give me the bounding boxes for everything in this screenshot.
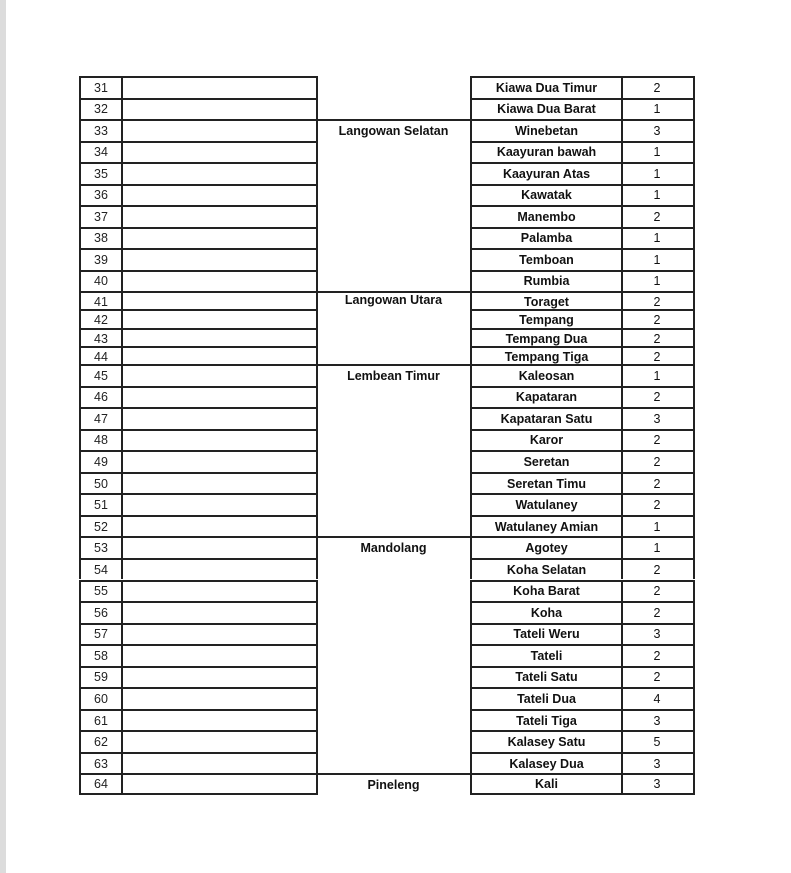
kecamatan-cell — [316, 644, 471, 666]
row-number-cell: 45 — [79, 364, 123, 386]
count-cell: 2 — [621, 386, 695, 408]
row-number-cell: 58 — [79, 644, 123, 666]
table-row — [79, 227, 696, 249]
count-cell: 2 — [621, 558, 695, 580]
desa-cell: Seretan Timu — [470, 472, 623, 494]
count-cell: 2 — [621, 346, 695, 364]
kecamatan-cell — [316, 429, 471, 451]
kecamatan-cell — [316, 493, 471, 515]
empty-cell — [121, 687, 318, 709]
desa-cell: Kaayuran Atas — [470, 162, 623, 184]
row-number-cell: 48 — [79, 429, 123, 451]
desa-cell: Tateli Weru — [470, 623, 623, 645]
count-cell: 3 — [621, 623, 695, 645]
count-cell: 1 — [621, 248, 695, 270]
desa-cell: Kaleosan — [470, 364, 623, 386]
count-cell: 2 — [621, 205, 695, 227]
empty-cell — [121, 752, 318, 774]
row-number-cell: 44 — [79, 346, 123, 364]
count-cell: 1 — [621, 162, 695, 184]
empty-cell — [121, 580, 318, 602]
count-cell: 2 — [621, 76, 695, 98]
kecamatan-cell — [316, 752, 471, 774]
count-cell: 1 — [621, 515, 695, 537]
desa-cell: Kali — [470, 773, 623, 795]
table-row — [79, 184, 696, 206]
kecamatan-cell — [316, 162, 471, 184]
desa-cell: Karor — [470, 429, 623, 451]
table-row — [79, 98, 696, 120]
empty-cell — [121, 184, 318, 206]
desa-cell: Tempang Tiga — [470, 346, 623, 364]
row-number-cell: 31 — [79, 76, 123, 98]
row-number-cell: 42 — [79, 309, 123, 327]
table-row — [79, 386, 696, 408]
kecamatan-cell — [316, 227, 471, 249]
desa-cell: Koha Barat — [470, 580, 623, 602]
count-cell: 1 — [621, 270, 695, 292]
row-number-cell: 57 — [79, 623, 123, 645]
table-row — [79, 76, 696, 98]
kecamatan-cell — [316, 141, 471, 163]
count-cell: 1 — [621, 141, 695, 163]
desa-cell: Tempang Dua — [470, 328, 623, 346]
kecamatan-cell — [316, 270, 471, 292]
table-row — [79, 248, 696, 270]
table-row — [79, 493, 696, 515]
count-cell: 1 — [621, 364, 695, 386]
count-cell: 1 — [621, 98, 695, 120]
empty-cell — [121, 558, 318, 580]
kecamatan-cell — [316, 205, 471, 227]
kecamatan-cell — [316, 450, 471, 472]
empty-cell — [121, 328, 318, 346]
empty-cell — [121, 666, 318, 688]
row-number-cell: 41 — [79, 291, 123, 309]
row-number-cell: 54 — [79, 558, 123, 580]
row-number-cell: 39 — [79, 248, 123, 270]
count-cell: 2 — [621, 472, 695, 494]
count-cell: 2 — [621, 666, 695, 688]
empty-cell — [121, 515, 318, 537]
desa-cell: Toraget — [470, 291, 623, 309]
count-cell: 2 — [621, 601, 695, 623]
kecamatan-cell — [316, 558, 471, 580]
table-row — [79, 364, 696, 386]
table-row — [79, 515, 696, 537]
row-number-cell: 46 — [79, 386, 123, 408]
table-row — [79, 472, 696, 494]
desa-cell: Kiawa Dua Timur — [470, 76, 623, 98]
empty-cell — [121, 309, 318, 327]
desa-cell: Winebetan — [470, 119, 623, 141]
count-cell: 3 — [621, 709, 695, 731]
kecamatan-cell — [316, 76, 471, 98]
desa-cell: Kapataran Satu — [470, 407, 623, 429]
kecamatan-cell: Langowan Selatan — [316, 119, 471, 141]
row-number-cell: 59 — [79, 666, 123, 688]
table-row — [79, 580, 696, 602]
empty-cell — [121, 536, 318, 558]
empty-cell — [121, 472, 318, 494]
empty-cell — [121, 407, 318, 429]
desa-cell: Kapataran — [470, 386, 623, 408]
kecamatan-cell — [316, 687, 471, 709]
count-cell: 2 — [621, 429, 695, 451]
empty-cell — [121, 386, 318, 408]
empty-cell — [121, 98, 318, 120]
desa-cell: Kiawa Dua Barat — [470, 98, 623, 120]
empty-cell — [121, 119, 318, 141]
desa-cell: Tateli Dua — [470, 687, 623, 709]
kecamatan-cell — [316, 184, 471, 206]
kecamatan-cell — [316, 386, 471, 408]
empty-cell — [121, 227, 318, 249]
table-row — [79, 328, 696, 346]
count-cell: 2 — [621, 580, 695, 602]
empty-cell — [121, 730, 318, 752]
empty-cell — [121, 429, 318, 451]
empty-cell — [121, 248, 318, 270]
row-number-cell: 40 — [79, 270, 123, 292]
table-row — [79, 291, 696, 309]
table-row — [79, 270, 696, 292]
table-row — [79, 773, 696, 795]
row-number-cell: 55 — [79, 580, 123, 602]
count-cell: 4 — [621, 687, 695, 709]
kecamatan-cell — [316, 346, 471, 364]
table-row — [79, 666, 696, 688]
row-number-cell: 36 — [79, 184, 123, 206]
desa-cell: Tateli Satu — [470, 666, 623, 688]
empty-cell — [121, 364, 318, 386]
desa-cell: Kawatak — [470, 184, 623, 206]
table-row — [79, 407, 696, 429]
row-number-cell: 37 — [79, 205, 123, 227]
empty-cell — [121, 601, 318, 623]
kecamatan-cell — [316, 709, 471, 731]
table-row — [79, 730, 696, 752]
kecamatan-cell: Lembean Timur — [316, 364, 471, 386]
row-number-cell: 50 — [79, 472, 123, 494]
count-cell: 1 — [621, 227, 695, 249]
empty-cell — [121, 291, 318, 309]
row-number-cell: 52 — [79, 515, 123, 537]
desa-cell: Agotey — [470, 536, 623, 558]
table-row — [79, 119, 696, 141]
kecamatan-cell — [316, 730, 471, 752]
table-row — [79, 601, 696, 623]
row-number-cell: 61 — [79, 709, 123, 731]
desa-cell: Watulaney Amian — [470, 515, 623, 537]
table-row — [79, 141, 696, 163]
kecamatan-cell — [316, 623, 471, 645]
empty-cell — [121, 205, 318, 227]
count-cell: 2 — [621, 309, 695, 327]
table-row — [79, 752, 696, 774]
count-cell: 3 — [621, 407, 695, 429]
table-row — [79, 687, 696, 709]
desa-cell: Temboan — [470, 248, 623, 270]
kecamatan-cell: Mandolang — [316, 536, 471, 558]
kecamatan-cell — [316, 472, 471, 494]
count-cell: 5 — [621, 730, 695, 752]
kecamatan-cell — [316, 407, 471, 429]
empty-cell — [121, 709, 318, 731]
row-number-cell: 53 — [79, 536, 123, 558]
count-cell: 1 — [621, 536, 695, 558]
kecamatan-cell — [316, 601, 471, 623]
table-row — [79, 429, 696, 451]
empty-cell — [121, 141, 318, 163]
table-row — [79, 309, 696, 327]
table-row — [79, 205, 696, 227]
kecamatan-cell — [316, 515, 471, 537]
row-number-cell: 38 — [79, 227, 123, 249]
row-number-cell: 60 — [79, 687, 123, 709]
count-cell: 3 — [621, 119, 695, 141]
table-row — [79, 709, 696, 731]
empty-cell — [121, 270, 318, 292]
row-number-cell: 51 — [79, 493, 123, 515]
desa-cell: Tempang — [470, 309, 623, 327]
desa-cell: Rumbia — [470, 270, 623, 292]
desa-cell: Palamba — [470, 227, 623, 249]
empty-cell — [121, 162, 318, 184]
kecamatan-cell — [316, 309, 471, 327]
empty-cell — [121, 773, 318, 795]
row-number-cell: 35 — [79, 162, 123, 184]
table-row — [79, 536, 696, 558]
desa-cell: Koha — [470, 601, 623, 623]
row-number-cell: 62 — [79, 730, 123, 752]
kecamatan-cell — [316, 666, 471, 688]
count-cell: 3 — [621, 752, 695, 774]
table-row — [79, 558, 696, 580]
row-number-cell: 47 — [79, 407, 123, 429]
count-cell: 3 — [621, 773, 695, 795]
desa-cell: Kalasey Dua — [470, 752, 623, 774]
row-number-cell: 64 — [79, 773, 123, 795]
kecamatan-cell — [316, 328, 471, 346]
row-number-cell: 32 — [79, 98, 123, 120]
desa-cell: Tateli Tiga — [470, 709, 623, 731]
desa-cell: Tateli — [470, 644, 623, 666]
desa-cell: Manembo — [470, 205, 623, 227]
row-number-cell: 33 — [79, 119, 123, 141]
table-row — [79, 644, 696, 666]
kecamatan-cell: Pineleng — [316, 773, 471, 795]
empty-cell — [121, 450, 318, 472]
count-cell: 2 — [621, 644, 695, 666]
empty-cell — [121, 76, 318, 98]
desa-cell: Kaayuran bawah — [470, 141, 623, 163]
desa-cell: Seretan — [470, 450, 623, 472]
count-cell: 2 — [621, 328, 695, 346]
desa-cell: Kalasey Satu — [470, 730, 623, 752]
count-cell: 2 — [621, 493, 695, 515]
count-cell: 2 — [621, 450, 695, 472]
kecamatan-cell: Langowan Utara — [316, 291, 471, 309]
row-number-cell: 63 — [79, 752, 123, 774]
desa-cell: Watulaney — [470, 493, 623, 515]
count-cell: 1 — [621, 184, 695, 206]
table-row — [79, 346, 696, 364]
empty-cell — [121, 346, 318, 364]
kecamatan-cell — [316, 248, 471, 270]
table-row — [79, 450, 696, 472]
empty-cell — [121, 623, 318, 645]
kecamatan-cell — [316, 580, 471, 602]
row-number-cell: 56 — [79, 601, 123, 623]
kecamatan-cell — [316, 98, 471, 120]
desa-cell: Koha Selatan — [470, 558, 623, 580]
table-row — [79, 623, 696, 645]
empty-cell — [121, 644, 318, 666]
row-number-cell: 49 — [79, 450, 123, 472]
row-number-cell: 34 — [79, 141, 123, 163]
row-number-cell: 43 — [79, 328, 123, 346]
table-row — [79, 162, 696, 184]
empty-cell — [121, 493, 318, 515]
count-cell: 2 — [621, 291, 695, 309]
